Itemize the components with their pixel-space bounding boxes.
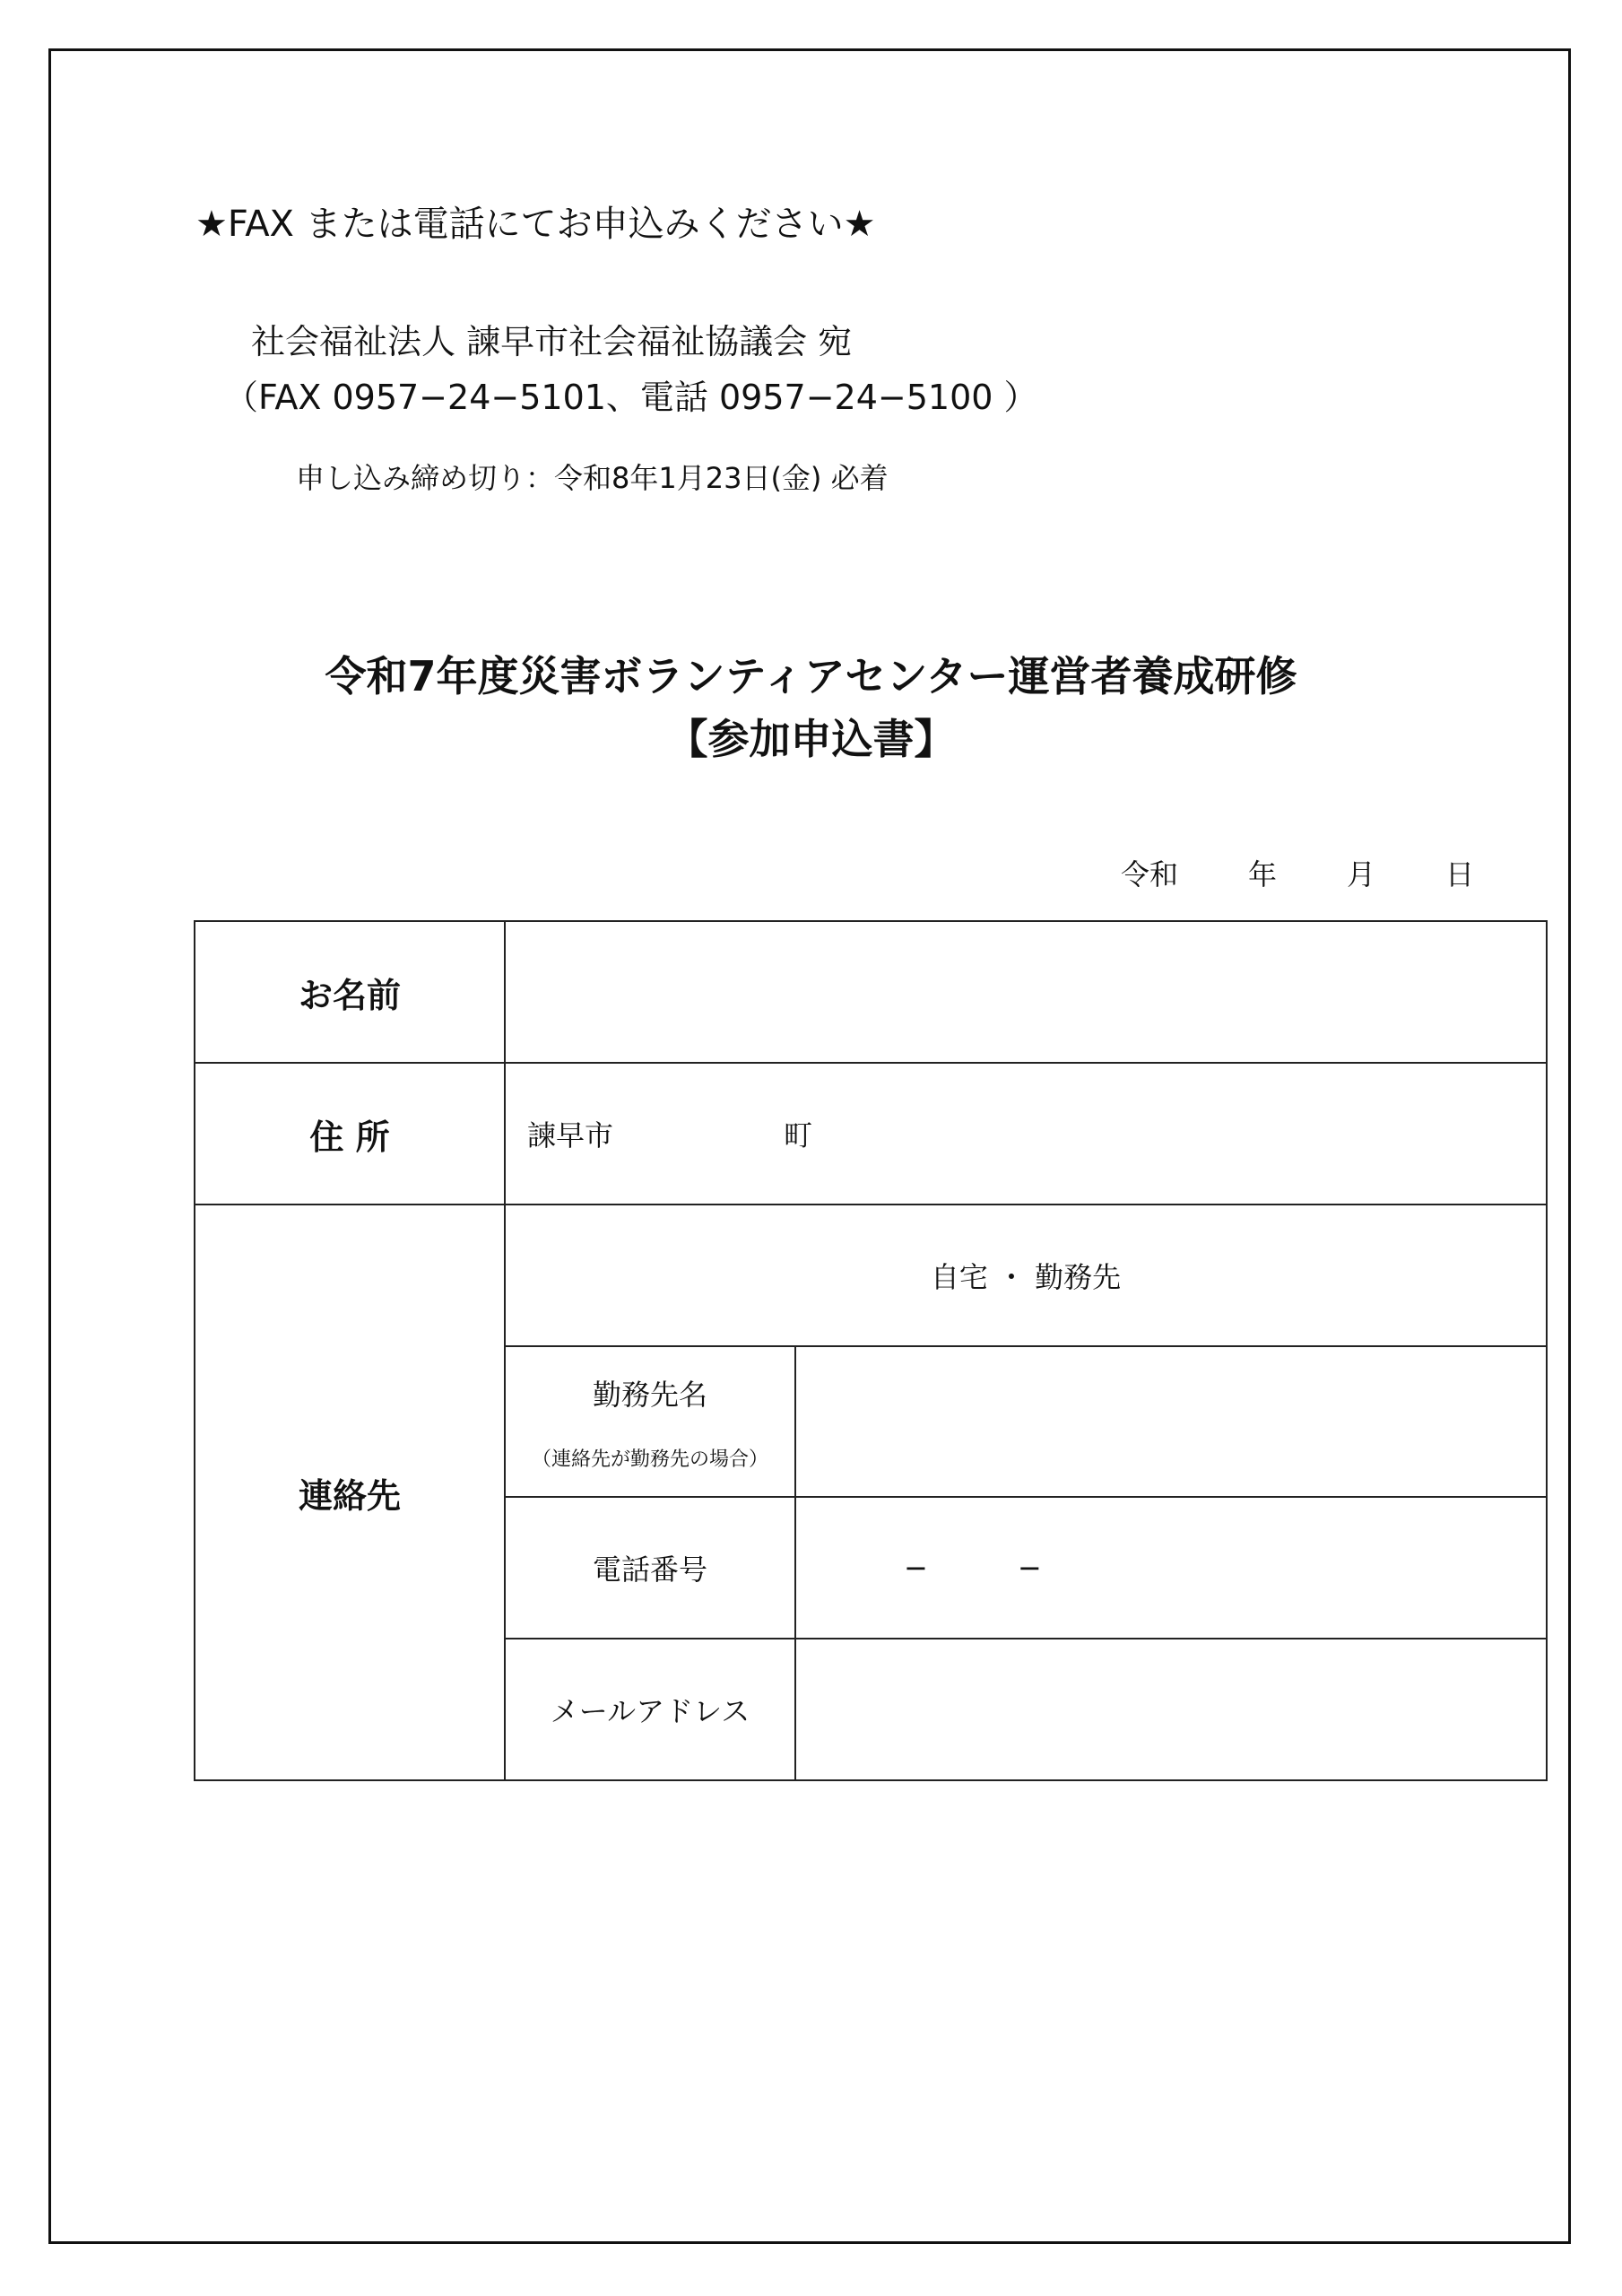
addressee: 社会福祉法人 諫早市社会福祉協議会 宛 bbox=[251, 322, 853, 361]
contact-type-choice[interactable]: 自宅 ・ 勤務先 bbox=[505, 1205, 1547, 1346]
phone-field[interactable] bbox=[795, 1497, 1547, 1639]
phone-dash-2: − bbox=[1017, 1551, 1042, 1585]
workplace-label-cell bbox=[505, 1346, 795, 1497]
contact-label: 連絡先 bbox=[195, 1205, 505, 1780]
address-town: 町 bbox=[784, 1118, 813, 1152]
document-subtitle: 【参加申込書】 bbox=[666, 715, 956, 763]
address-label: 住 所 bbox=[195, 1063, 505, 1205]
phone-label: 電話番号 bbox=[505, 1497, 795, 1639]
date-era: 令和 bbox=[1120, 857, 1178, 891]
date-year: 年 bbox=[1247, 857, 1277, 891]
name-field[interactable] bbox=[505, 921, 1547, 1063]
date-line bbox=[1121, 852, 1474, 893]
address-row bbox=[195, 1063, 1547, 1205]
deadline: 申し込み締め切り：令和8年1月23日(金) 必着 bbox=[296, 461, 889, 495]
date-month: 月 bbox=[1346, 857, 1375, 891]
name-row bbox=[195, 921, 1547, 1063]
workplace-label: 勤務先名 bbox=[592, 1377, 707, 1412]
workplace-note: （連絡先が勤務先の場合） bbox=[531, 1448, 768, 1471]
address-city: 諫早市 bbox=[527, 1118, 614, 1152]
name-label: お名前 bbox=[195, 921, 505, 1063]
application-form-table bbox=[194, 920, 1548, 1781]
workplace-field[interactable] bbox=[795, 1346, 1547, 1497]
contact-type-row bbox=[195, 1205, 1547, 1346]
address-field[interactable] bbox=[505, 1063, 1547, 1205]
application-notice: ★FAX または電話にてお申込みください★ bbox=[195, 204, 876, 245]
fax-phone-numbers: （FAX 0957−24−5101、電話 0957−24−5100 ） bbox=[224, 378, 1038, 417]
phone-dash-1: − bbox=[904, 1551, 928, 1585]
date-day: 日 bbox=[1444, 857, 1474, 891]
document-title: 令和7年度災害ボランティアセンター運営者養成研修 bbox=[325, 652, 1297, 700]
email-field[interactable] bbox=[795, 1639, 1547, 1780]
email-label: メールアドレス bbox=[505, 1639, 795, 1780]
